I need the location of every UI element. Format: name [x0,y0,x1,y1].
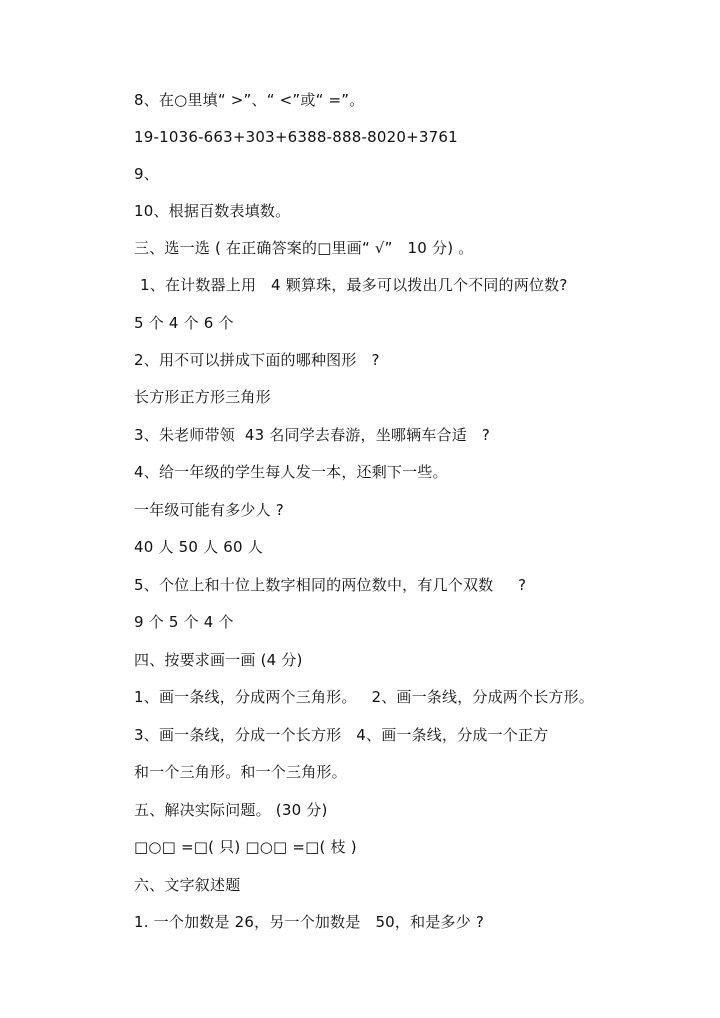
section-5-heading: 五、解决实际问题。 (30 分) [134,801,328,819]
section-3-question-5: 5、个位上和十位上数字相同的两位数中，有几个双数 ? [134,576,527,594]
section-3-question-2: 2、用不可以拼成下面的哪种图形 ? [134,351,380,369]
question-9: 9、 [134,165,159,183]
section-3-answers-4: 40 人 50 人 60 人 [134,538,263,556]
section-5-equations: □○□ =□( 只) □○□ =□( 枝 ) [134,838,357,856]
section-6-question-1: 1. 一个加数是 26，另一个加数是 50，和是多少 ? [134,913,485,931]
question-8: 8、在○里填“ >”、“ <”或“ =”。 [134,91,365,109]
section-3-heading: 三、选一选 ( 在正确答案的□里画“ √” 10 分) 。 [134,239,474,257]
section-6-heading: 六、文字叙述题 [134,876,241,894]
section-3-answers-1: 5 个 4 个 6 个 [134,314,234,332]
section-3-question-4: 4、给一年级的学生每人发一本，还剩下一些。 [134,463,448,481]
section-3-answers-2: 长方形正方形三角形 [134,388,271,406]
section-4-tasks-3-4-cont: 和一个三角形。和一个三角形。 [134,763,347,781]
expression-list: 19-1036-663+303+6388-888-8020+3761 [134,128,458,146]
section-3-question-4-sub: 一年级可能有多少人 ? [134,501,284,519]
section-3-question-3: 3、朱老师带领 43 名同学去春游，坐哪辆车合适 ? [134,426,491,444]
section-3-answers-5: 9 个 5 个 4 个 [134,613,234,631]
section-3-question-1: 1、在计数器上用 4 颗算珠，最多可以拨出几个不同的两位数? [140,276,568,294]
section-4-heading: 四、按要求画一画 (4 分) [134,651,303,669]
section-4-tasks-1-2: 1、画一条线，分成两个三角形。 2、画一条线，分成两个长方形。 [134,688,594,706]
question-10: 10、根据百数表填数。 [134,202,291,220]
section-4-tasks-3-4: 3、画一条线，分成一个长方形 4、画一条线，分成一个正方 [134,726,549,744]
